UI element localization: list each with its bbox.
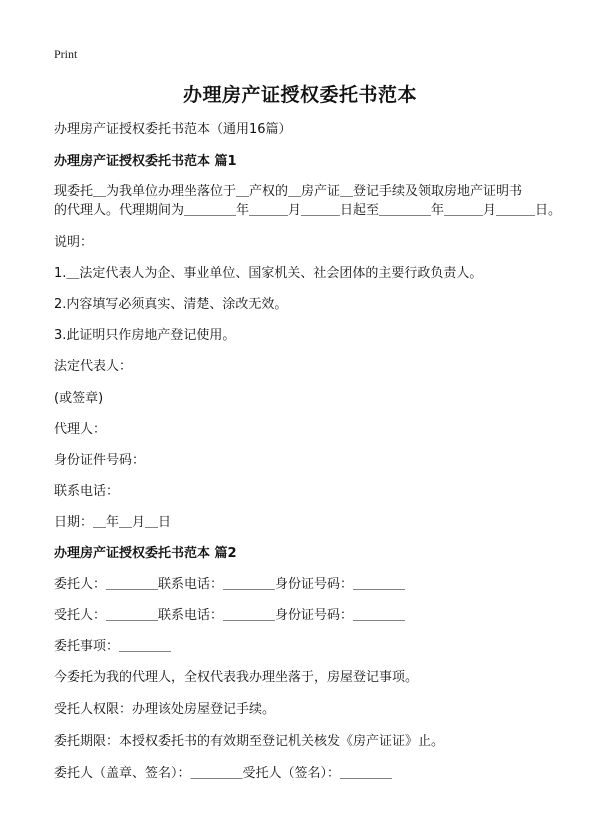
agent-label: 代理人： [54,422,107,437]
note-item-3: 3.此证明只作房地产登记使用。 [54,328,236,343]
phone-label: 联系电话： [54,484,120,499]
section1-paragraph-line2: 的代理人。代理期间为＿＿＿＿年＿＿＿月＿＿＿日起至＿＿＿＿年＿＿＿月＿＿＿日。 [54,203,562,218]
date-label: 日期：＿年＿月＿日 [54,515,172,530]
id-number-label: 身份证件号码： [54,453,146,468]
trustee-authority: 受托人权限：办理该处房屋登记手续。 [54,702,276,717]
matter-line: 委托事项：＿＿＿＿ [54,639,172,654]
document-subtitle: 办理房产证授权委托书范本（通用16篇） [54,122,292,137]
trustee-line: 受托人：＿＿＿＿联系电话：＿＿＿＿身份证号码：＿＿＿＿ [54,608,406,623]
section2-heading: 办理房产证授权委托书范本 篇2 [54,546,237,561]
signature-line: 委托人（盖章、签名）：＿＿＿＿受托人（签名）：＿＿＿＿ [54,766,393,781]
or-seal-label: (或签章) [54,391,104,406]
legal-representative-label: 法定代表人： [54,359,133,374]
section1-paragraph-line1: 现委托＿为我单位办理坐落位于＿产权的＿房产证＿登记手续及领取房地产证明书 [54,184,523,199]
note-item-1: 1.＿法定代表人为企、事业单位、国家机关、社会团体的主要行政负责人。 [54,266,483,281]
delegation-term: 委托期限：本授权委托书的有效期至登记机关核发《房产证证》止。 [54,734,445,749]
delegation-paragraph: 今委托为我的代理人，全权代表我办理坐落于，房屋登记事项。 [54,670,419,685]
print-link[interactable]: Print [54,47,78,61]
note-item-2: 2.内容填写必须真实、清楚、涂改无效。 [54,297,288,312]
principal-line: 委托人：＿＿＿＿联系电话：＿＿＿＿身份证号码：＿＿＿＿ [54,577,406,592]
document-title: 办理房产证授权委托书范本 [182,84,417,106]
section1-heading: 办理房产证授权委托书范本 篇1 [54,154,237,169]
note-label: 说明： [54,235,94,250]
